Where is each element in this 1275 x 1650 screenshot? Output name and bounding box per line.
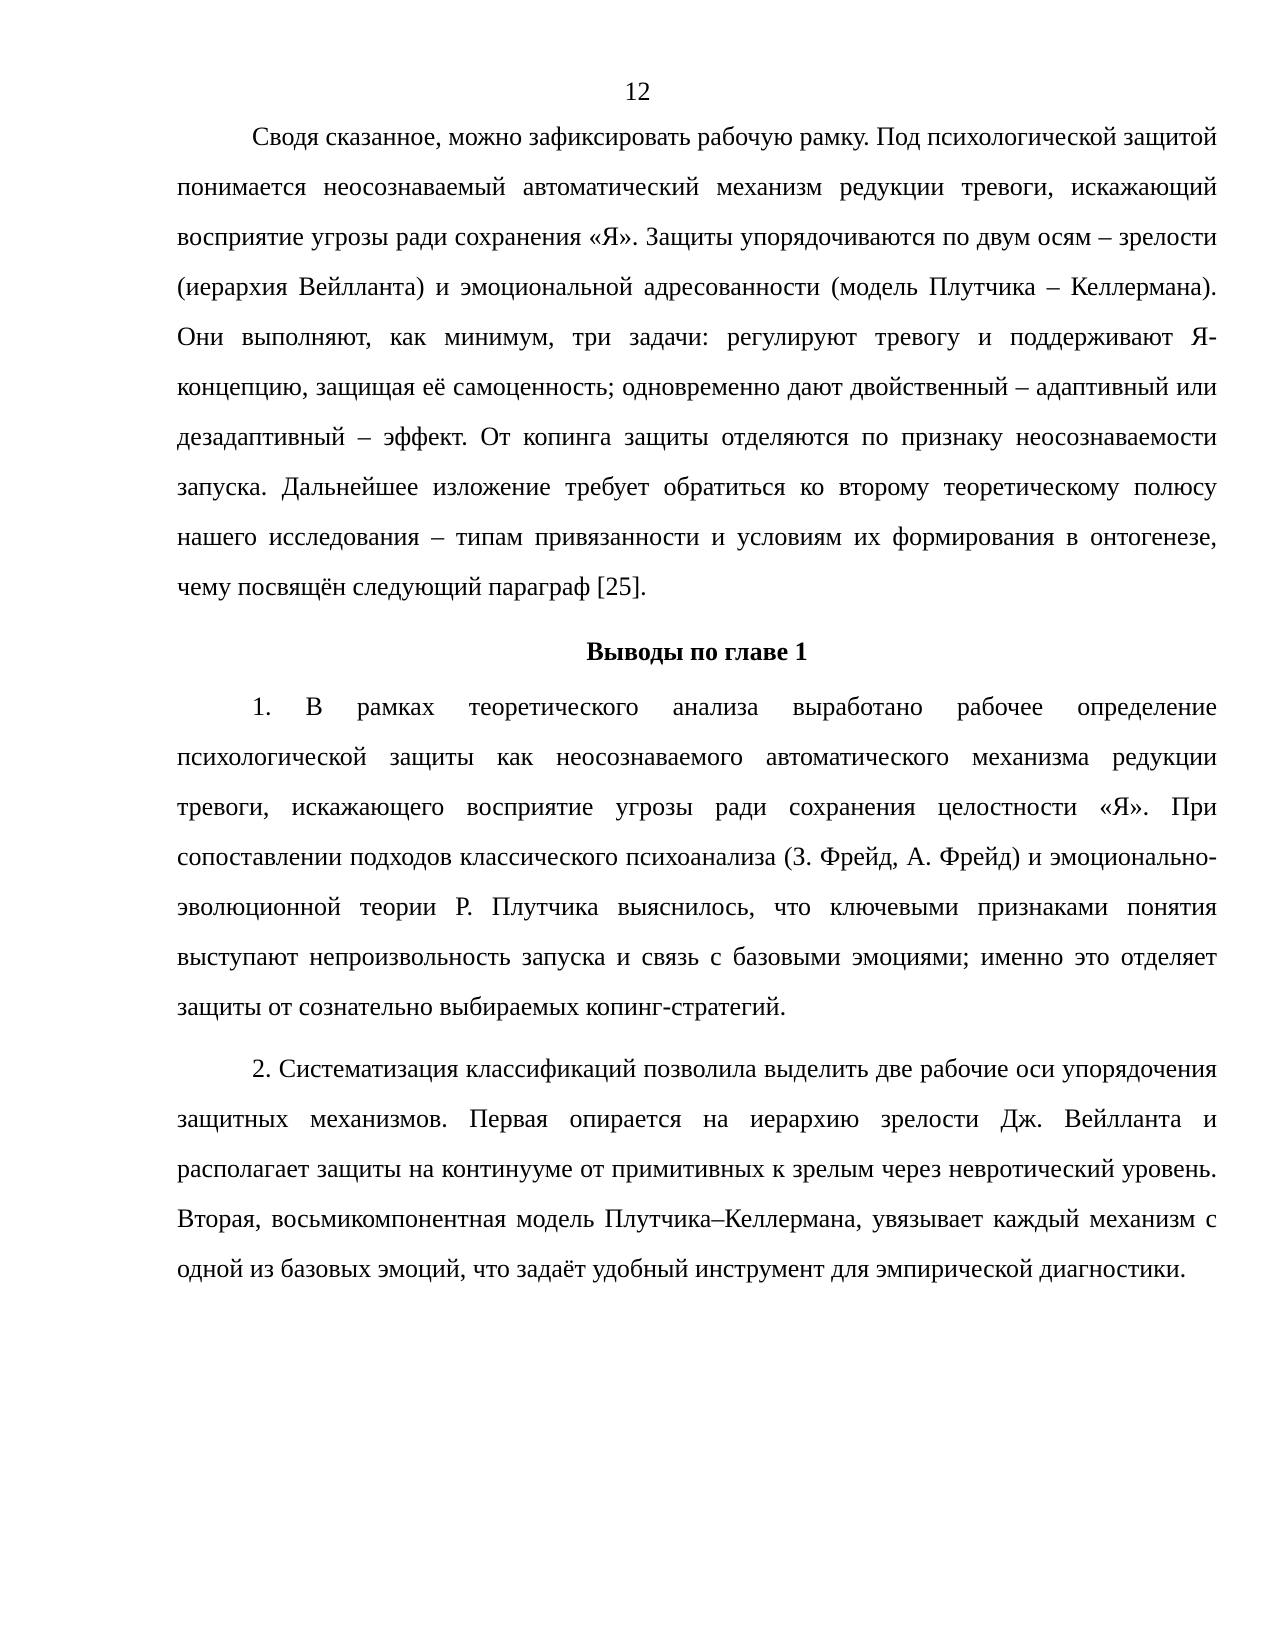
page-content: [177, 112, 1217, 1294]
page-number: 12: [624, 77, 651, 106]
conclusion-paragraph-1: 1. В рамках теоретического анализа выработано рабочее определение психологической защиты как неосознаваемого автоматического механизма редукции тревоги, искажающего восприятие угрозы ради сохранения целостности «Я». При сопоставлении подходов классического психоанализа (З. Фрейд, А. Фрейд) и эмоционально-эволюционной теории Р. Плутчика выяснилось, что ключевыми признаками понятия выступают непроизвольность запуска и связь с базовыми эмоциями; именно это отделяет защиты от сознательно выбираемых копинг-стратегий.: [177, 692, 1217, 1021]
intro-paragraph: Сводя сказанное, можно зафиксировать рабочую рамку. Под психологической защитой понимается неосознаваемый автоматический механизм редукции тревоги, искажающий восприятие угрозы ради сохранения «Я». Защиты упорядочиваются по двум осям – зрелости (иерархия Вейлланта) и эмоциональной адресованности (модель Плутчика – Келлермана). Они выполняют, как минимум, три задачи: регулируют тревогу и поддерживают Я-концепцию, защищая её самоценность; одновременно дают двойственный – адаптивный или дезадаптивный – эффект. От копинга защиты отделяются по признаку неосознаваемости запуска. Дальнейшее изложение требует обратиться ко второму теоретическому полюсу нашего исследования – типам привязанности и условиям их формирования в онтогенезе, чему посвящён следующий параграф [25].: [177, 122, 1217, 601]
section-heading: Выводы по главе 1: [586, 637, 808, 666]
conclusion-paragraph-2: 2. Систематизация классификаций позволила выделить две рабочие оси упорядочения защитных механизмов. Первая опирается на иерархию зрелости Дж. Вейлланта и располагает защиты на континууме от примитивных к зрелым через невротический уровень. Вторая, восьмикомпонентная модель Плутчика–Келлермана, увязывает каждый механизм с одной из базовых эмоций, что задаёт удобный инструмент для эмпирической диагностики.: [177, 1054, 1217, 1283]
